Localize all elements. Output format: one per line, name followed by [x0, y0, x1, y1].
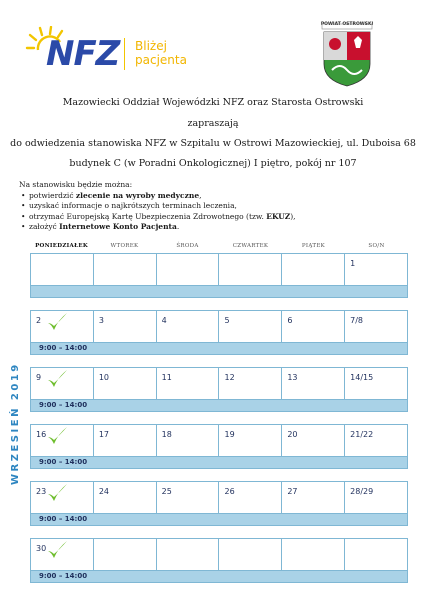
date-number: 7/8	[350, 316, 364, 325]
date-number: 30	[36, 544, 47, 553]
date-number: 2	[36, 316, 42, 325]
coat-of-arms-icon	[320, 22, 374, 88]
calendar-day-cell	[218, 425, 281, 456]
calendar-day-cell	[218, 254, 281, 285]
date-number: 21/22	[350, 430, 374, 439]
calendar-day-cell	[344, 311, 407, 342]
calendar-day-cell	[344, 254, 407, 285]
day-header: PIĄTEK	[301, 243, 326, 249]
nfz-logo	[24, 26, 199, 74]
calendar-day-cell	[281, 425, 344, 456]
date-number: 24	[98, 487, 110, 496]
date-number: 28/29	[350, 487, 374, 496]
calendar-day-cell	[156, 311, 219, 342]
calendar-day-cell	[93, 539, 156, 570]
service-item-text: uzyskać informacje o najkrótszych terminach leczenia,	[29, 201, 237, 210]
calendar-day-cell	[31, 254, 93, 285]
date-number: 10	[98, 373, 110, 382]
nfz-wordmark: NFZ	[46, 34, 120, 74]
calendar-day-cell	[218, 311, 281, 342]
service-item-suffix: .	[176, 222, 180, 231]
calendar-day-cell	[218, 368, 281, 399]
calendar-day-cell	[93, 425, 156, 456]
calendar-day-cell	[344, 482, 407, 513]
invitation-line-3: do odwiedzenia stanowiska NFZ w Szpitalu w Ostrowi Mazowieckiej, ul. Duboisa 68	[10, 138, 416, 149]
calendar-day-cell	[218, 482, 281, 513]
calendar-day-cell	[344, 368, 407, 399]
service-item-text: otrzymać Europejską Kartę Ubezpieczenia Zdrowotnego (tzw.	[29, 211, 267, 221]
date-number: 17	[98, 430, 110, 439]
calendar-day-cell	[156, 539, 219, 570]
date-number: 12	[224, 373, 235, 382]
date-number: 20	[287, 430, 298, 439]
calendar-day-cell	[218, 539, 281, 570]
service-item	[19, 222, 409, 233]
calendar-day-cell	[156, 425, 219, 456]
date-number: 9	[36, 373, 42, 382]
opening-hours-bar: 9:00 – 14:00	[31, 457, 407, 468]
checkmark-icon	[46, 539, 68, 561]
calendar-day-cell	[281, 368, 344, 399]
calendar-day-cell	[156, 482, 219, 513]
services-items	[19, 191, 409, 233]
checkmark-icon	[46, 311, 68, 333]
calendar-week	[30, 538, 408, 583]
logo-divider	[124, 38, 125, 70]
service-item-suffix: ,	[199, 190, 202, 200]
services-lead: Na stanowisku będzie można:	[19, 180, 133, 189]
opening-hours-bar: 9:00 – 14:00	[31, 571, 407, 582]
day-header: ŚRODA	[176, 243, 199, 249]
services-list	[19, 180, 409, 233]
date-number: 6	[287, 316, 293, 325]
calendar-day-cell	[156, 254, 219, 285]
calendar-week	[30, 424, 408, 469]
invitation-line-2: zapraszają	[187, 118, 239, 129]
service-item-text: potwierdzić	[29, 190, 76, 200]
service-item	[19, 212, 409, 223]
month-label: WRZESIEŃ 2019	[10, 362, 21, 485]
calendar-day-cell	[31, 425, 93, 456]
calendar-day-cell	[93, 254, 156, 285]
invitation-line-4: budynek C (w Poradni Onkologicznej) I piętro, pokój nr 107	[69, 158, 357, 169]
county-crest	[320, 22, 374, 88]
day-header: CZWARTEK	[232, 243, 269, 249]
calendar-day-cell	[31, 539, 93, 570]
checkmark-icon	[46, 425, 68, 447]
calendar-day-cell	[344, 425, 407, 456]
date-number: 3	[98, 316, 104, 325]
calendar-day-cell	[281, 482, 344, 513]
service-item-highlight: Internetowe Konto Pacjenta	[59, 222, 177, 231]
calendar-day-cell	[31, 368, 93, 399]
checkmark-icon	[46, 368, 68, 390]
calendar-day-cell	[93, 311, 156, 342]
opening-hours-bar: 9:00 – 14:00	[31, 400, 407, 411]
service-item	[19, 191, 409, 202]
date-number: 11	[161, 373, 172, 382]
date-number: 19	[224, 430, 235, 439]
calendar-day-cell	[281, 539, 344, 570]
calendar-day-cell	[344, 539, 407, 570]
calendar-day-cell	[31, 311, 93, 342]
date-number: 27	[287, 487, 298, 496]
date-number: 5	[224, 316, 230, 325]
opening-hours-bar	[31, 286, 407, 297]
date-number: 1	[350, 259, 356, 268]
calendar-day-cell	[31, 482, 93, 513]
calendar-week	[30, 481, 408, 526]
calendar-header	[30, 243, 408, 249]
date-number: 23	[36, 487, 47, 496]
invitation-line-1: Mazowiecki Oddział Wojewódzki NFZ oraz Starosta Ostrowski	[62, 97, 364, 108]
date-number: 14/15	[350, 373, 374, 382]
service-item-highlight: EKUZ	[266, 211, 291, 221]
calendar-day-cell	[93, 482, 156, 513]
date-number: 18	[161, 430, 172, 439]
service-item-suffix: ),	[290, 211, 296, 221]
date-number: 4	[161, 316, 167, 325]
day-header: WTOREK	[110, 243, 139, 249]
date-number: 26	[224, 487, 235, 496]
logo-tagline	[135, 39, 187, 67]
checkmark-icon	[46, 482, 68, 504]
tagline-line2: pacjenta	[135, 53, 187, 67]
opening-hours-bar: 9:00 – 14:00	[31, 514, 407, 525]
day-header: SO/N	[368, 243, 385, 249]
calendar-day-cell	[281, 254, 344, 285]
calendar-day-cell	[93, 368, 156, 399]
tagline-line1: Bliżej	[135, 39, 167, 53]
date-number: 16	[36, 430, 47, 439]
calendar-week	[30, 367, 408, 412]
day-header: PONIEDZIAŁEK	[35, 243, 88, 249]
service-item	[19, 201, 409, 212]
calendar-day-cell	[156, 368, 219, 399]
crest-name: POWIAT OSTROWSKI	[320, 22, 374, 27]
calendar-week	[30, 253, 408, 298]
service-item-highlight: zlecenie na wyroby medyczne	[75, 190, 200, 200]
calendar-day-cell	[281, 311, 344, 342]
opening-hours-bar: 9:00 – 14:00	[31, 343, 407, 354]
service-item-text: założyć	[29, 222, 60, 231]
date-number: 13	[287, 373, 298, 382]
calendar-week	[30, 310, 408, 355]
date-number: 25	[161, 487, 172, 496]
